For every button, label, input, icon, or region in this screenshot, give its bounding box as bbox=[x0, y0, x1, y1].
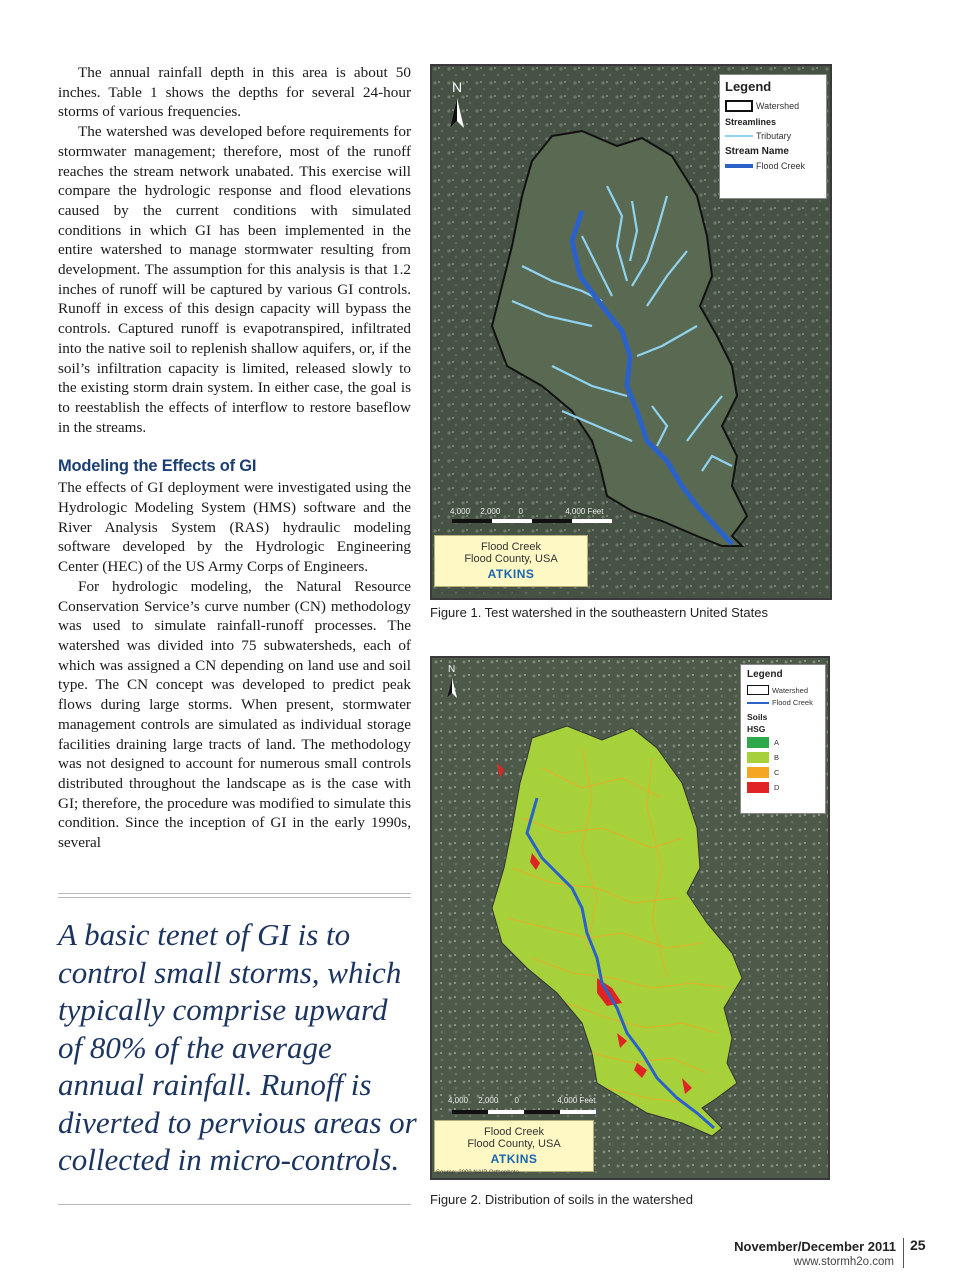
scale-label: 4,000 Feet bbox=[557, 1096, 596, 1105]
map-source: Source: 2009 NAIP Orthophoto bbox=[436, 590, 519, 596]
hsg-c-swatch bbox=[747, 767, 769, 778]
figure-2-legend bbox=[740, 664, 826, 814]
scale-bar bbox=[452, 1110, 596, 1114]
body-paragraph: The effects of GI deployment were investigated using the Hydrologic Modeling System (HMS) software and the River Analysis System (RAS) hydraulic modeling software developed by the Hydrologic Engineering Center (HEC) of the US Army Corps of Engineers. bbox=[58, 479, 411, 576]
watershed-swatch bbox=[725, 100, 753, 112]
footer-separator bbox=[903, 1238, 904, 1268]
scale-bar bbox=[452, 519, 612, 523]
legend-row-flood-creek bbox=[725, 161, 826, 171]
left-column bbox=[58, 63, 411, 853]
pull-quote: A basic tenet of GI is to control small storms, which typically comprise upward of 80% of the average annual rainfall. Runoff is diverted to pervious areas or collected in micro-controls. bbox=[58, 917, 417, 1177]
figure-2-title-box bbox=[434, 1120, 594, 1172]
figure-1-caption: Figure 1. Test watershed in the southeastern United States bbox=[430, 605, 768, 620]
legend-label: A bbox=[774, 738, 780, 747]
legend-label: C bbox=[774, 768, 780, 777]
legend-row-flood-creek bbox=[747, 698, 825, 707]
figure-1-title-box bbox=[434, 535, 588, 587]
legend-row-hsg-a bbox=[747, 737, 825, 748]
legend-label: D bbox=[774, 783, 780, 792]
footer-date: November/December 2011 bbox=[734, 1239, 896, 1254]
hsg-b-swatch bbox=[747, 752, 769, 763]
section-heading: Modeling the Effects of GI bbox=[58, 457, 257, 476]
legend-subheading: Soils bbox=[747, 712, 768, 722]
footer-url: www.stormh2o.com bbox=[793, 1256, 894, 1268]
tributary-swatch bbox=[725, 135, 753, 137]
map-title: Flood Creek bbox=[481, 541, 541, 553]
legend-row-hsg-b bbox=[747, 752, 825, 763]
legend-title: Legend bbox=[747, 669, 783, 680]
legend-row-watershed bbox=[725, 100, 826, 112]
map-title: Flood Creek bbox=[484, 1126, 544, 1138]
map-subtitle: Flood County, USA bbox=[467, 1138, 561, 1150]
figure-2-caption: Figure 2. Distribution of soils in the watershed bbox=[430, 1192, 694, 1207]
legend-title: Legend bbox=[725, 79, 772, 94]
map-subtitle: Flood County, USA bbox=[464, 553, 558, 565]
legend-label: Flood Creek bbox=[756, 161, 806, 171]
legend-subheading: Stream Name bbox=[725, 146, 789, 157]
legend-label: Flood Creek bbox=[772, 698, 813, 707]
pullquote-rule-top-2 bbox=[58, 897, 411, 898]
body-paragraph: The annual rainfall depth in this area is about 50 inches. Table 1 shows the depths for several 24-hour storms of various frequencies. bbox=[58, 64, 411, 121]
page-number: 25 bbox=[910, 1237, 926, 1253]
hsg-d-swatch bbox=[747, 782, 769, 793]
hsg-a-swatch bbox=[747, 737, 769, 748]
atkins-logo: ATKINS bbox=[490, 1152, 538, 1166]
legend-subheading: Streamlines bbox=[725, 117, 777, 127]
body-paragraph: For hydrologic modeling, the Natural Resource Conservation Service’s curve number (CN) methodology was used to simulate rainfall-runoff processes. The watershed was divided into 75 subwatersheds, each of which was assigned a CN depending on land use and soil type. The CN concept was developed to predict peak flows during large storms. When present, stormwater management controls are simulated as individual storage facilities draining large tracts of land. The methodology was not designed to account for numerous small controls distributed throughout the landscape as is the case with GI; therefore, the procedure was modified to simulate this condition. Since the inception of GI in the early 1990s, several bbox=[58, 577, 411, 852]
scale-labels bbox=[450, 507, 650, 516]
scale-label: 0 bbox=[518, 507, 523, 516]
scale-label: 4,000 bbox=[450, 507, 471, 516]
flood-creek-swatch bbox=[747, 702, 769, 704]
atkins-logo: ATKINS bbox=[487, 567, 535, 581]
svg-text:N: N bbox=[448, 664, 456, 675]
legend-row-hsg-c bbox=[747, 767, 825, 778]
map-source: Source: 2009 NAIP Orthophoto bbox=[436, 1170, 519, 1176]
scale-label: 4,000 Feet bbox=[565, 507, 604, 516]
svg-text:N: N bbox=[452, 79, 463, 95]
pullquote-rule-bottom bbox=[58, 1204, 411, 1205]
scale-label: 2,000 bbox=[480, 507, 501, 516]
legend-label: Tributary bbox=[756, 131, 792, 141]
legend-row-tributary bbox=[725, 131, 826, 141]
legend-label: Watershed bbox=[772, 685, 808, 695]
scale-label: 0 bbox=[514, 1096, 519, 1105]
figure-2-map bbox=[430, 656, 830, 1180]
scale-label: 2,000 bbox=[478, 1096, 499, 1105]
scale-label: 4,000 bbox=[448, 1096, 469, 1105]
pullquote-rule-top bbox=[58, 893, 411, 894]
legend-subheading: HSG bbox=[747, 724, 766, 734]
body-paragraph: The watershed was developed before requirements for stormwater management; therefore, most of the runoff reaches the stream network unabated. This exercise will compare the hydrologic response and flood elevations caused by the current conditions with simulated conditions in which GI has been implemented in the entire watershed to manage stormwater resulting from development. The assumption for this analysis is that 1.2 inches of runoff will be captured by various GI controls. Runoff in excess of this design capacity will bypass the controls. Captured runoff is evapotranspired, infiltrated into the native soil to replenish shallow aquifers, or, if the soil’s infiltration capacity is limited, released slowly to the existing storm drain system. In either case, the goal is to reestablish the effects of interflow to restore baseflow in the streams. bbox=[58, 123, 411, 436]
legend-label: B bbox=[774, 753, 780, 762]
scale-labels bbox=[448, 1096, 648, 1105]
legend-row-watershed bbox=[747, 685, 825, 695]
figure-1-map bbox=[430, 64, 832, 600]
legend-row-hsg-d bbox=[747, 782, 825, 793]
legend-label: Watershed bbox=[756, 101, 800, 111]
figure-1-legend bbox=[719, 74, 827, 199]
watershed-swatch bbox=[747, 685, 769, 695]
flood-creek-swatch bbox=[725, 164, 753, 168]
